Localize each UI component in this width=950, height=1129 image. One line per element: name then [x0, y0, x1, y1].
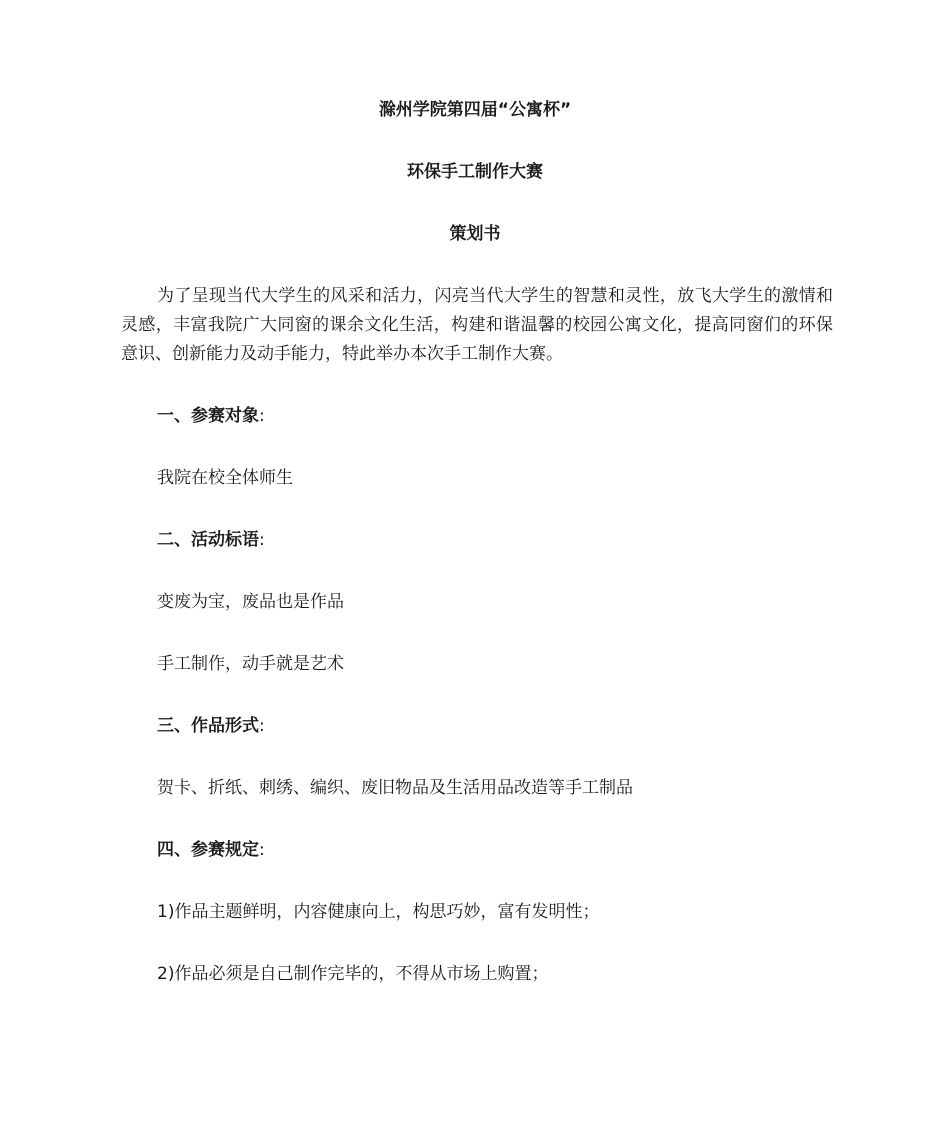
rule-1: 1)作品主题鲜明，内容健康向上，构思巧妙，富有发明性； — [157, 902, 600, 922]
slogan-line-2: 手工制作，动手就是艺术 — [157, 654, 344, 674]
section-4-heading-colon: : — [259, 840, 265, 860]
section-4-heading-text: 四、参赛规定 — [157, 840, 259, 860]
section-3-heading — [157, 714, 265, 738]
section-2-heading-colon: : — [259, 530, 265, 550]
section-1-heading — [157, 404, 265, 428]
section-2-heading — [157, 528, 265, 552]
section-3-heading-text: 三、作品形式 — [157, 716, 259, 736]
intro-paragraph: 为了呈现当代大学生的风采和活力，闪亮当代大学生的智慧和灵性，放飞大学生的激情和灵感，丰富我院广大同窗的课余文化生活，构建和谐温馨的校园公寓文化，提高同窗们的环保意识、创新能力及动手能力，特此举办本次手工制作大赛。 — [121, 286, 833, 364]
section-4-heading — [157, 838, 265, 862]
section-1-heading-colon: : — [259, 406, 265, 426]
section-1-content: 我院在校全体师生 — [157, 468, 293, 488]
document-title-line-2: 环保手工制作大赛 — [407, 162, 543, 182]
section-3-content: 贺卡、折纸、刺绣、编织、废旧物品及生活用品改造等手工制品 — [157, 778, 633, 798]
document-title-line-3: 策划书 — [449, 224, 501, 244]
document-title-line-1: 滁州学院第四届“公寓杯” — [378, 100, 572, 120]
section-2-heading-text: 二、活动标语 — [157, 530, 259, 550]
slogan-line-1: 变废为宝，废品也是作品 — [157, 592, 344, 612]
rule-2: 2)作品必须是自己制作完毕的，不得从市场上购置； — [157, 964, 549, 984]
section-1-heading-text: 一、参赛对象 — [157, 406, 259, 426]
section-3-heading-colon: : — [259, 716, 265, 736]
